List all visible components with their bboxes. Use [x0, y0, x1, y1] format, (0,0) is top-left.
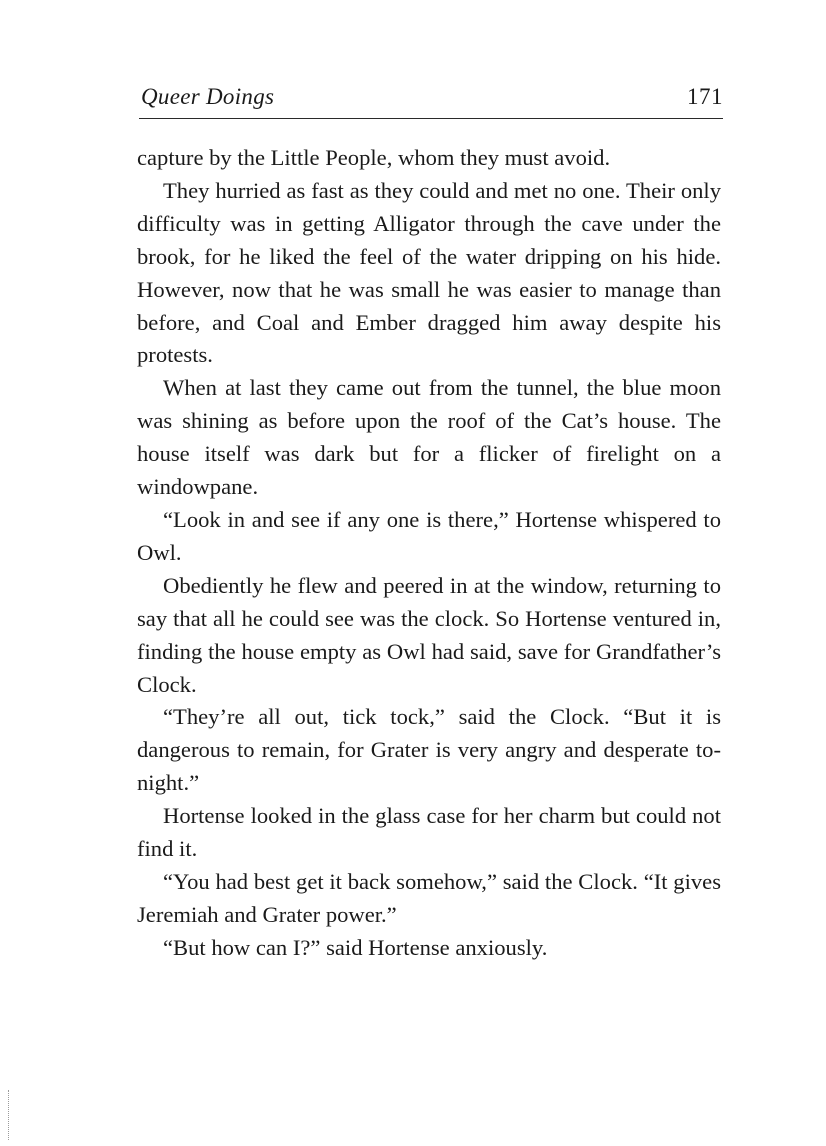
paragraph: When at last they came out from the tunnel, the blue moon was shining as before upon the roof of the Cat’s house. The house itself was dark but for a flicker of firelight on a windowpane.: [137, 375, 721, 500]
paragraph-continued: capture by the Little People, whom they must avoid.: [137, 145, 611, 170]
paragraph: Obediently he flew and peered in at the window, returning to say that all he could see was the clock. So Hortense ventured in, finding the house empty as Owl had said, save for Grandfather’s Clock.: [137, 572, 721, 697]
paragraph: Hortense looked in the glass case for her charm but could not find it.: [137, 803, 721, 862]
paragraph: “Look in and see if any one is there,” Hortense whispered to Owl.: [137, 506, 721, 565]
paragraph: They hurried as fast as they could and met no one. Their only difficulty was in getting Alligator through the cave under the brook, for he liked the feel of the water dripping on his hide. However, now that he was small he was easier to manage than before, and Coal and Ember dragged him away despite his protests.: [137, 177, 721, 368]
paragraph: “You had best get it back somehow,” said the Clock. “It gives Jeremiah and Grater power.”: [137, 868, 721, 927]
body-text: [137, 142, 721, 965]
running-header: [139, 84, 723, 119]
page-number: 171: [687, 84, 723, 109]
scan-margin-artifact: [8, 1090, 11, 1140]
running-title: Queer Doings: [141, 84, 275, 109]
paragraph: “But how can I?” said Hortense anxiously.: [163, 934, 548, 960]
paragraph: “They’re all out, tick tock,” said the Clock. “But it is dangerous to remain, for Grater is very angry and desperate to-night.”: [137, 704, 721, 796]
